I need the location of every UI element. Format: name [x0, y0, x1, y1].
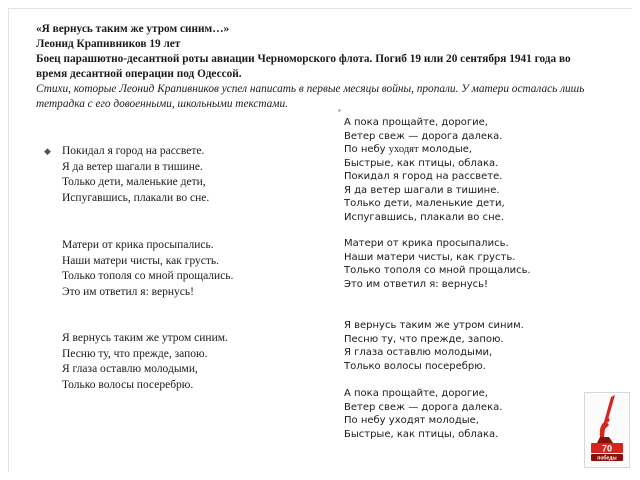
right-stanza-4: [344, 387, 604, 441]
slide-header: [36, 22, 596, 112]
poem-line: Ветер свеж — дорога далека.: [344, 401, 503, 413]
poem-line: Испугавшись, плакали во сне.: [344, 211, 504, 223]
poem-line: А пока прощайте, дорогие,: [344, 117, 488, 128]
poem-line: Только дети, маленькие дети,: [62, 176, 206, 188]
left-stanza-3: [44, 331, 304, 393]
poem-line: Только тополя со мной прощались.: [62, 270, 234, 282]
author-note: Стихи, которые Леонид Крапивников успел написать в первые месяцы войны, пропали. У матери осталась лишь тетрадка с его довоенными, школьными текстами.: [36, 83, 585, 110]
poem-line: По небу уходят молодые,: [344, 415, 479, 426]
right-stanza-1: [344, 116, 604, 224]
logo-years: 70: [601, 443, 613, 454]
poem-line: Я глаза оставлю молодыми,: [344, 347, 493, 358]
poem-line: Я да ветер шагали в тишине.: [62, 160, 203, 173]
poem-line: Только дети, маленькие дети,: [344, 198, 505, 209]
victory-monument-icon: [585, 393, 629, 467]
poem-line: Я вернусь таким же утром синим.: [62, 332, 228, 344]
poem-line: Матери от крика просыпались.: [62, 239, 214, 251]
poem-line: Только волосы посеребрю.: [62, 378, 194, 391]
poem-line: Это им ответил я: вернусь!: [344, 278, 489, 290]
author-name: Леонид Крапивников 19 лет: [36, 38, 181, 50]
left-stanza-2: [44, 238, 304, 300]
poem-line: Покидал я город на рассвете.: [62, 145, 205, 157]
poem-line: Быстрые, как птицы, облака.: [344, 157, 499, 169]
poem-line: По небу уходят молодые,: [344, 144, 473, 155]
poem-line: Песню ту, что прежде, запою.: [62, 347, 208, 360]
poem-line: Наши матери чисты, как грусть.: [62, 254, 220, 267]
poem-line: Это им ответил я: вернусь!: [62, 285, 194, 298]
right-stanza-3: [344, 319, 604, 373]
poem-line: Матери от крика просыпались.: [344, 238, 509, 249]
poem-line: Я да ветер шагали в тишине.: [344, 184, 500, 196]
poem-line: Я вернусь таким же утром синим.: [344, 320, 524, 331]
poem-line: Наши матери чисты, как грусть.: [344, 251, 516, 263]
poem-line: А пока прощайте, дорогие,: [344, 388, 488, 399]
right-poem-column: [344, 116, 604, 441]
left-poem-column: [44, 144, 304, 393]
poem-line: Песню ту, что прежде, запою.: [344, 333, 504, 345]
logo-word: победы: [597, 455, 617, 462]
poem-line: Только тополя со мной прощались.: [344, 265, 531, 276]
poem-title: «Я вернусь таким же утром синим…»: [36, 23, 230, 35]
poem-line: Покидал я город на рассвете.: [344, 171, 503, 182]
poem-line: Испугавшись, плакали во сне.: [62, 191, 210, 204]
poem-line: Я глаза оставлю молодыми,: [62, 363, 198, 375]
poem-line: Быстрые, как птицы, облака.: [344, 428, 499, 440]
right-stanza-2: [344, 237, 604, 291]
poem-line: Только волосы посеребрю.: [344, 360, 486, 372]
cursor-mark-icon: ▪: [338, 106, 341, 115]
left-stanza-1: [44, 144, 304, 206]
bullet-icon: ◆: [44, 146, 51, 156]
poem-line: Ветер свеж — дорога далека.: [344, 130, 503, 142]
author-bio: Боец парашютно-десантной роты авиации Черноморского флота. Погиб 19 или 20 сентября 1941 года во время десантной операции под Одессой.: [36, 53, 571, 80]
victory-70-logo: [584, 392, 630, 468]
